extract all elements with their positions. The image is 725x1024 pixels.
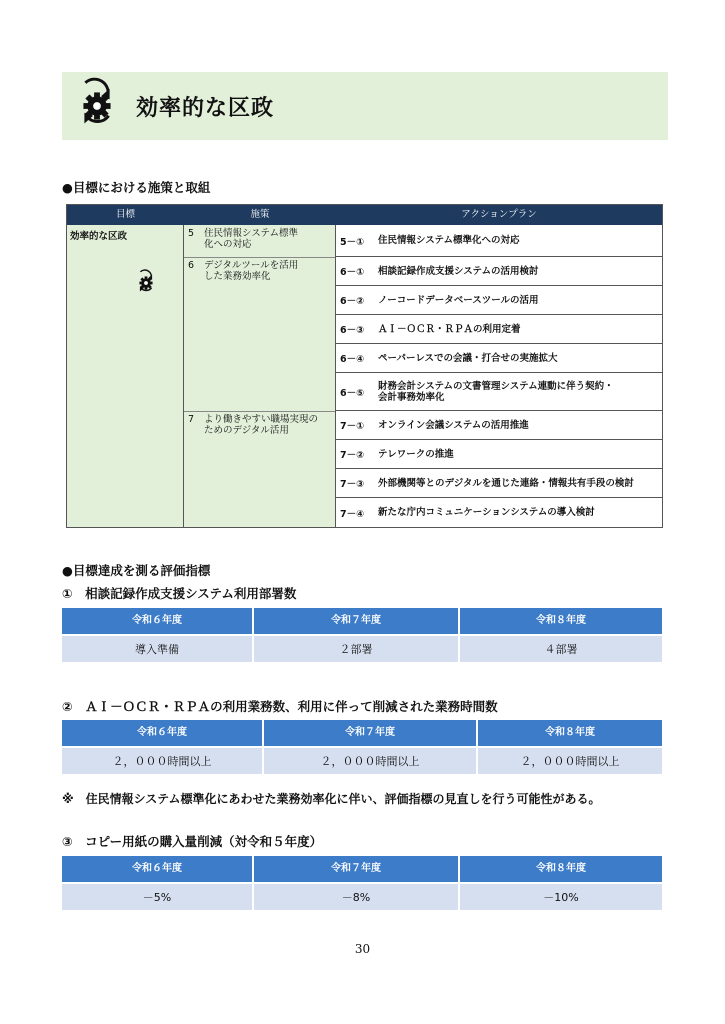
metric3-header: 令和６年度	[62, 856, 254, 882]
action-row: 7－④ 新たな庁内コミュニケーションシステムの導入検討	[340, 507, 595, 520]
gear-cycle-icon	[131, 268, 161, 298]
measures-column	[184, 225, 336, 527]
metric3-header: 令和８年度	[460, 856, 662, 882]
metric2-value: ２，０００時間以上	[264, 746, 478, 774]
metric3-table	[62, 856, 662, 910]
action-row: 6－④ ペーパーレスでの会議・打合せの実施拡大	[336, 344, 662, 373]
action-row: 6－② ノーコードデータベースツールの活用	[336, 286, 662, 315]
metric1-table	[62, 608, 662, 662]
measure-item: 6 デジタルツールを活用した業務効率化	[188, 260, 299, 282]
note-text: ※ 住民情報システム標準化にあわせた業務効率化に伴い、評価指標の見直しを行う可能性がある。	[62, 792, 601, 806]
action-row: 6－① 相談記録作成支援システムの活用検討	[336, 257, 662, 286]
action-row: 5－① 住民情報システム標準化への対応	[336, 225, 662, 257]
metric2-header: 令和８年度	[478, 720, 662, 746]
metric3-value: －5%	[62, 882, 254, 910]
metric1-header: 令和６年度	[62, 608, 254, 634]
metric1-header: 令和７年度	[254, 608, 460, 634]
action-row: 6－⑤ 財務会計システムの文書管理システム連動に伴う契約・会計事務効率化	[336, 373, 662, 411]
metric2-value: ２，０００時間以上	[478, 746, 662, 774]
metric3-header: 令和７年度	[254, 856, 460, 882]
action-row: 7－① オンライン会議システムの活用推進	[336, 411, 662, 440]
measures-table	[66, 204, 663, 528]
title-banner	[62, 72, 668, 140]
header-action-plan: アクションプラン	[461, 209, 537, 220]
header-measure: 施策	[250, 209, 270, 220]
metric2-table	[62, 720, 662, 774]
gear-cycle-icon	[66, 75, 128, 137]
action-row: 7－③ 外部機関等とのデジタルを通じた連絡・情報共有手段の検討	[336, 469, 662, 498]
measure-item: 7 より働きやすい職場実現のためのデジタル活用	[188, 414, 319, 436]
metric3-value: －10%	[460, 882, 662, 910]
metric3-value: －8%	[254, 882, 460, 910]
metric3-title: ③ コピー用紙の購入量削減（対令和５年度）	[62, 834, 323, 849]
metric2-header: 令和６年度	[62, 720, 264, 746]
metric2-title: ② ＡＩ－ＯＣＲ・ＲＰＡの利用業務数、利用に伴って削減された業務時間数	[62, 699, 498, 714]
metric1-title: ① 相談記録作成支援システム利用部署数	[62, 586, 297, 601]
goal-cell	[67, 225, 184, 527]
measure-item: 5 住民情報システム標準化への対応	[188, 228, 299, 250]
page-number: 30	[354, 942, 371, 956]
header-goal: 目標	[115, 209, 135, 220]
table-header	[67, 205, 662, 225]
page-title: 効率的な区政	[136, 95, 275, 121]
metric2-header: 令和７年度	[264, 720, 478, 746]
section-heading-metrics: ●目標達成を測る評価指標	[62, 563, 211, 578]
metric1-value: 導入準備	[62, 634, 254, 662]
metric2-value: ２，０００時間以上	[62, 746, 264, 774]
section-heading-measures: ●目標における施策と取組	[62, 180, 211, 195]
action-row: 7－② テレワークの推進	[336, 440, 662, 469]
action-plan-column	[336, 225, 662, 527]
metric1-value: ２部署	[254, 634, 460, 662]
metric1-value: ４部署	[460, 634, 662, 662]
goal-label: 効率的な区政	[70, 231, 128, 242]
metric1-header: 令和８年度	[460, 608, 662, 634]
action-row: 6－③ ＡＩ－ＯＣＲ・ＲＰＡの利用定着	[336, 315, 662, 344]
